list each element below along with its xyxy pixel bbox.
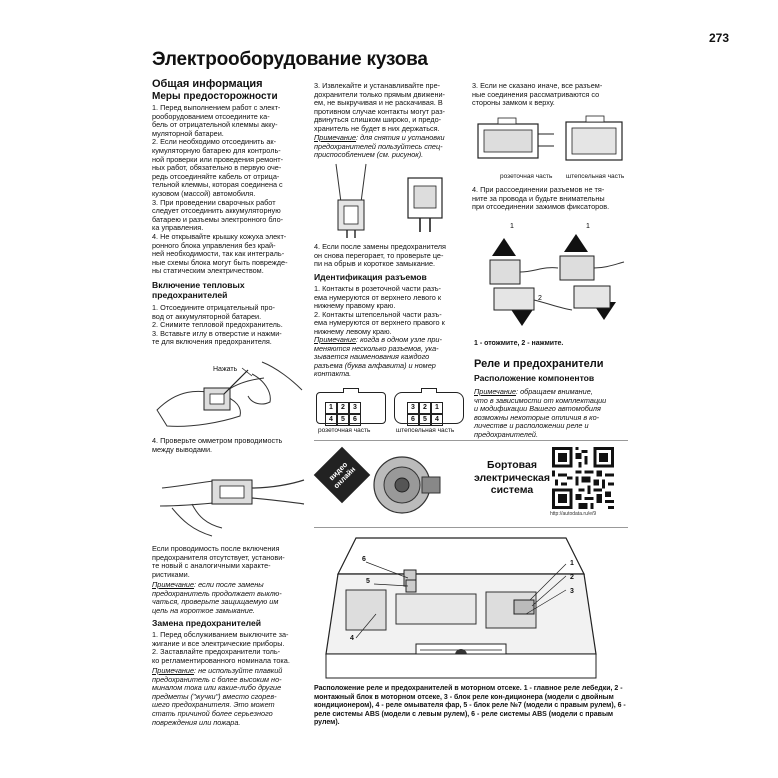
- fuse-puller-illustration: [316, 160, 466, 240]
- note-label: Примечание: [314, 335, 357, 344]
- plug-part-label: штепсельная часть: [566, 173, 625, 180]
- note-body: : не используйте плавкий предохранитель с более высоким но- миналом тока или какие-либо другие предметы ("жучки") вместо сгорев- шего предохранителя. Это может стать причиной более серьезного повреждения или пожара.: [152, 666, 283, 727]
- svg-text:1: 1: [586, 223, 590, 230]
- section-heading-replace: Замена предохранителей: [152, 618, 262, 628]
- socket-connector-diagram: [316, 392, 386, 424]
- connector-id-text: 1. Контакты в розеточной части разъ- ема нумеруются от верхнего левого к нижнему правому краю. 2. Контакты штепсельной части разъ- ема нумеруются от верхнего правого к нижнему левому краю.: [314, 284, 445, 336]
- note-connectors: [314, 336, 466, 379]
- replace-text: 1. Перед обслуживанием выключите за- жигание и все электрические приборы. 2. Заставлайте предохранители толь- ко регламентированного номинала тока.: [152, 630, 290, 665]
- pin: 2: [337, 402, 349, 414]
- disconnect-illustration: [474, 216, 626, 336]
- ohmmeter-text: 4. Проверьте омметром проводимость между выводами.: [152, 436, 283, 454]
- note-fuse-tool: [314, 134, 466, 160]
- note-label: Примечание: [152, 666, 195, 675]
- press-label: Нажать: [213, 366, 238, 373]
- note-relays: [474, 388, 630, 440]
- ohmmeter-illustration: [152, 458, 307, 540]
- note-body: : обращаем внимание, что в зависимости от комплектации и модификации Вашего автомобиля возможны некоторые отличия в ко- личестве и расположении реле и предохранителей.: [474, 387, 607, 439]
- engine-bay-caption: Расположение реле и предохранителей в моторном отсеке. 1 - главное реле лебедки, 2 - монтажный блок в моторном отсеке, 3 - блок реле кон-диционера (модели с двойным кондиционером), 4 - реле омывателя фар, 5 - блок реле №7 (модели с правым рулем), 6 - реле системы ABS (модели с левым рулем), 6 - реле системы ABS (модели с правым рулем).: [314, 685, 626, 727]
- socket-part-label: розеточная часть: [500, 173, 553, 180]
- disconnect-text: 4. При рассоединении разъемов не тя- ните за провода и будьте внимательны при отсоединении зажимов фиксаторов.: [472, 185, 610, 212]
- disconnect-caption: 1 - отожмите, 2 - нажмите.: [474, 340, 564, 347]
- fuse-removal-text: 3. Извлекайте и устанавливайте пре- дохранители только прямым движени- ем, не выкручивая и не раскачивая. В противном случае контакты могут раз- двинуться слишком широко, и предо- хранитель не будет в них держаться.: [314, 81, 445, 133]
- pin: 5: [337, 414, 349, 426]
- section-heading-general: Общая информация: [152, 78, 263, 90]
- pin: 3: [349, 402, 361, 414]
- section-heading-precautions: Меры предосторожности: [152, 91, 278, 102]
- svg-text:2: 2: [538, 295, 542, 302]
- precautions-text: 1. Перед выполнением работ с элект- рооборудованием отсоедините ка- бель от отрицательной клеммы акку- муляторной батареи. 2. Если необходимо отсоединить ак- кумуляторную батарею для контроль- ной проверки или проведения ремонт- ных работ, обязательно в первую оче- редь отсоединяйте кабель от отрица- тельной клеммы, которая соединена с кузовом (массой) автомобиля. 3. При проведении сварочных работ следует отсоединить аккумуляторную батарею и разъемы электронного бло- ка управления. 4. Не открывайте крышку кожуха элект- ронного блока управления без край- ней необходимости, так как интеграль- ные схемы блока могут быть поврежде- ны статическим электричеством.: [152, 103, 288, 276]
- callout: 2: [570, 574, 574, 581]
- note-body: : когда в одном узле при- меняются несколько разъемов, ука- зывается наименования каждого разъема (буква алфавита) и номер контакта.: [314, 335, 442, 379]
- note-replace: [152, 667, 310, 727]
- note-label: Примечание: [314, 133, 357, 142]
- section-heading-location: Расположение компонентов: [474, 373, 595, 383]
- video-title: Бортовая электрическая система: [473, 459, 551, 496]
- callout: 5: [366, 578, 370, 585]
- lock-side-text: 3. Если не сказано иначе, все разъем- ные соединения рассматриваются со стороны замком к верху.: [472, 81, 603, 108]
- note-body: : если после замены предохранитель продолжает выклю- чаться, проверьте защищаемую им цепь на короткое замыкание.: [152, 580, 282, 615]
- pin: 1: [325, 402, 337, 414]
- plug-label: штепсельная часть: [396, 427, 455, 434]
- svg-text:1: 1: [510, 223, 514, 230]
- pin: 5: [419, 414, 431, 426]
- pin: 6: [349, 414, 361, 426]
- pin: 6: [407, 414, 419, 426]
- callout: 1: [570, 560, 574, 567]
- page-number: 273: [709, 31, 730, 45]
- note-label: Примечание: [474, 387, 517, 396]
- pin: 1: [431, 402, 443, 414]
- note-body: : для снятия и установки предохранителей пользуйтесь спец- приспособлением (см. рисунок).: [314, 133, 445, 160]
- qr-code[interactable]: [552, 447, 614, 509]
- no-conductivity-text: Если проводимость после включения предохранителя отсутствует, установи- те новый с аналогичными характе- ристиками.: [152, 544, 285, 579]
- section-heading-connector-id: Идентификация разъемов: [314, 272, 427, 282]
- callout: 6: [362, 556, 366, 563]
- thermal-text: 1. Отсоедините отрицательный про- вод от аккумуляторной батареи. 2. Снимите тепловой предохранитель. 3. Вставьте иглу в отверстие и нажми- те для включения предохранителя.: [152, 303, 283, 347]
- callout: 3: [570, 588, 574, 595]
- note-thermal: [152, 581, 310, 615]
- pin: 2: [419, 402, 431, 414]
- thermal-fuse-illustration: [152, 350, 307, 432]
- page-title: Электрооборудование кузова: [152, 49, 428, 70]
- video-banner: [314, 440, 628, 528]
- connector-halves-illustration: [474, 112, 626, 170]
- pin: 4: [325, 414, 337, 426]
- section-heading-relays: Реле и предохранители: [474, 358, 604, 370]
- video-url[interactable]: http://autodata.ru/e/9: [550, 511, 597, 517]
- fuse-blows-again-text: 4. Если после замены предохранителя он снова перегорает, то проверьте це- пи на обрыв и короткое замыкание.: [314, 242, 446, 269]
- socket-label: розеточная часть: [318, 427, 371, 434]
- pin: 3: [407, 402, 419, 414]
- note-label: Примечание: [152, 580, 195, 589]
- alternator-icon: [364, 449, 444, 519]
- callout: 4: [350, 635, 354, 642]
- section-heading-thermal: Включение тепловых предохранителей: [152, 280, 245, 300]
- pin: 4: [431, 414, 443, 426]
- video-online-badge: видео онлайн: [314, 447, 371, 504]
- plug-connector-diagram: [394, 392, 464, 424]
